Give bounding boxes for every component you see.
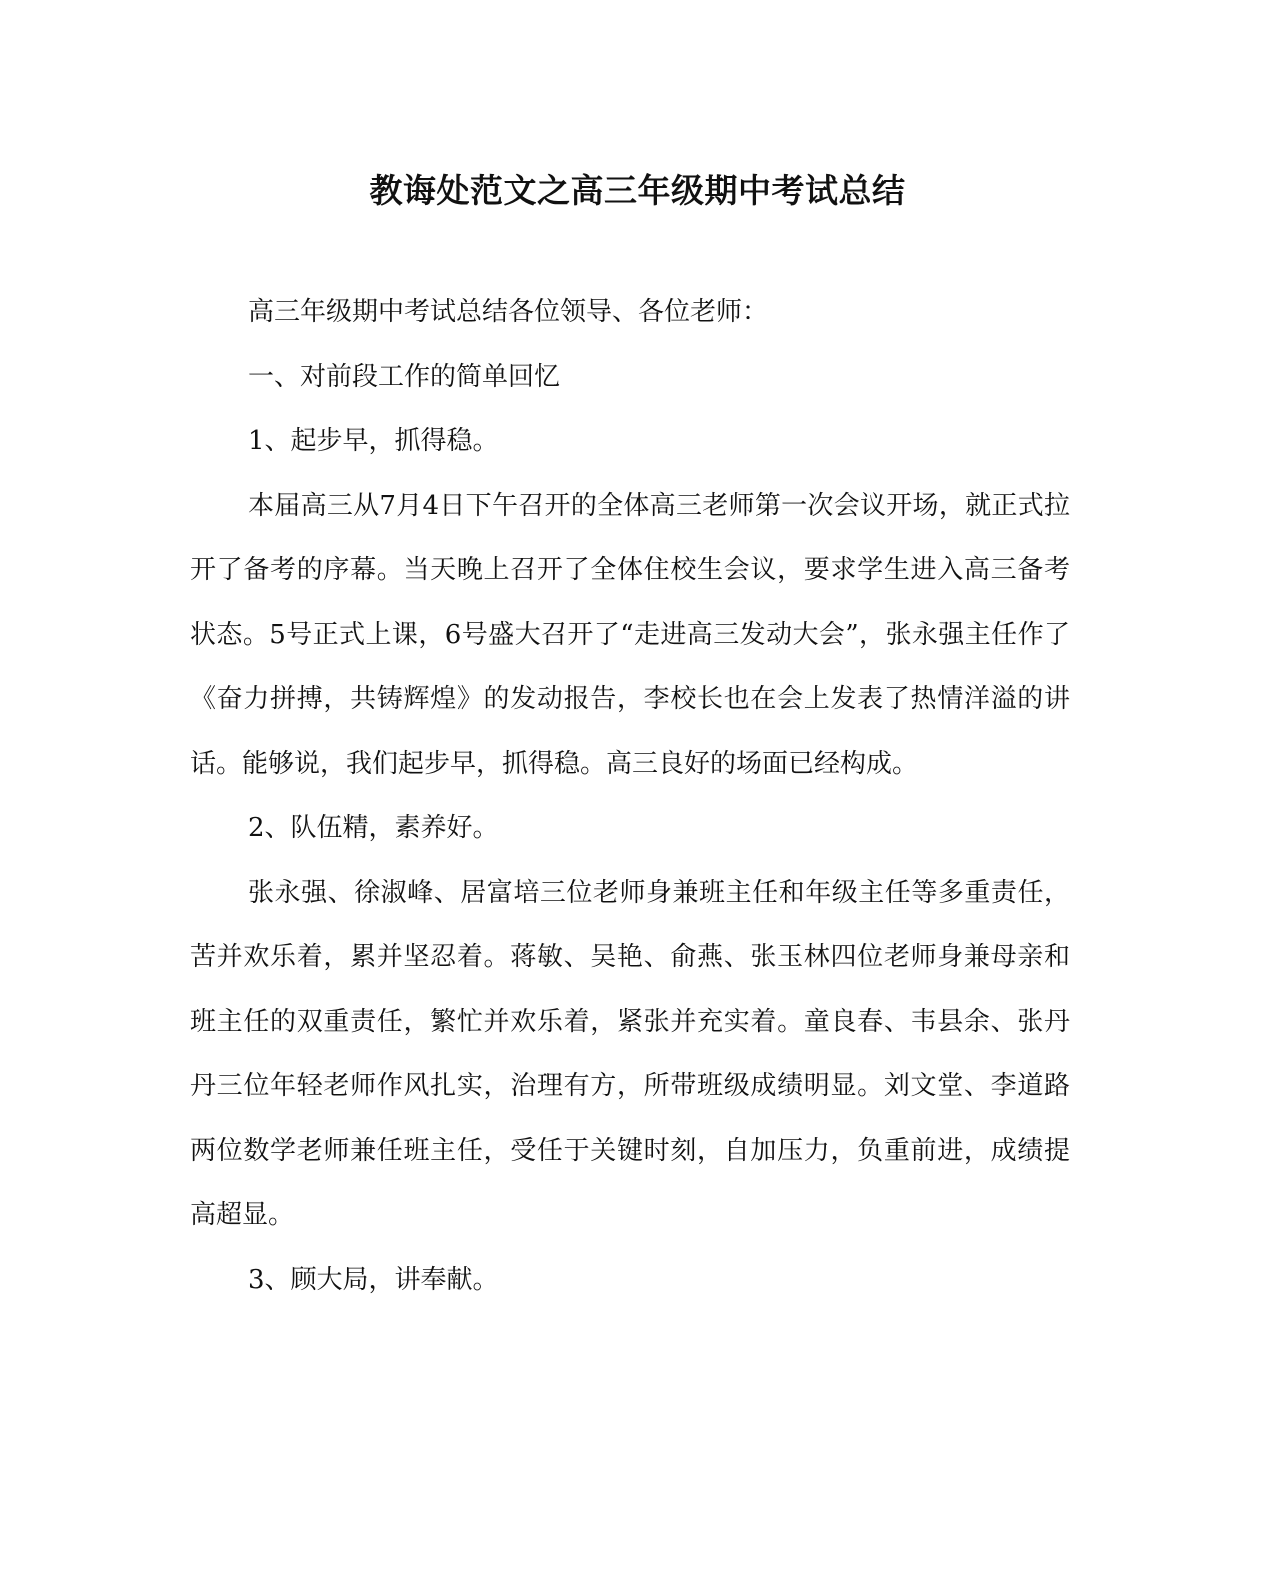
section-heading-1: 一、对前段工作的简单回忆 [248,361,561,392]
paragraph-greeting: 高三年级期中考试总结各位领导、各位老师： [248,297,769,327]
subheading-2: 2、队伍精，素养好。 [248,813,499,843]
paragraph-2: 张永强、徐淑峰、居富培三位老师身兼班主任和年级主任等多重责任，苦并欢乐着，累并坚忍着。蒋敏、吴艳、俞燕、张玉林四位老师身兼母亲和班主任的双重责任，繁忙并欢乐着，紧张并充实着。童良春、韦县余、张丹丹三位年轻老师作风扎实，治理有方，所带班级成绩明显。刘文堂、李道路两位数学老师兼任班主任，受任于关键时刻，自加压力，负重前进，成绩提高超显。 [190,877,1070,1230]
document-title: 教诲处范文之高三年级期中考试总结 [369,171,906,210]
subheading-1: 1、起步早，抓得稳。 [248,426,499,456]
subheading-3: 3、顾大局，讲奉献。 [248,1264,499,1295]
document-body [190,280,1070,1312]
paragraph-1: 本届高三从7月4日下午召开的全体高三老师第一次会议开场，就正式拉开了备考的序幕。当天晚上召开了全体住校生会议，要求学生进入高三备考状态。5号正式上课，6号盛大召开了“走进高三发动大会”，张永强主任作了《奋力拼搏，共铸辉煌》的发动报告，李校长也在会上发表了热情洋溢的讲话。能够说，我们起步早，抓得稳。高三良好的场面已经构成。 [190,490,1070,779]
